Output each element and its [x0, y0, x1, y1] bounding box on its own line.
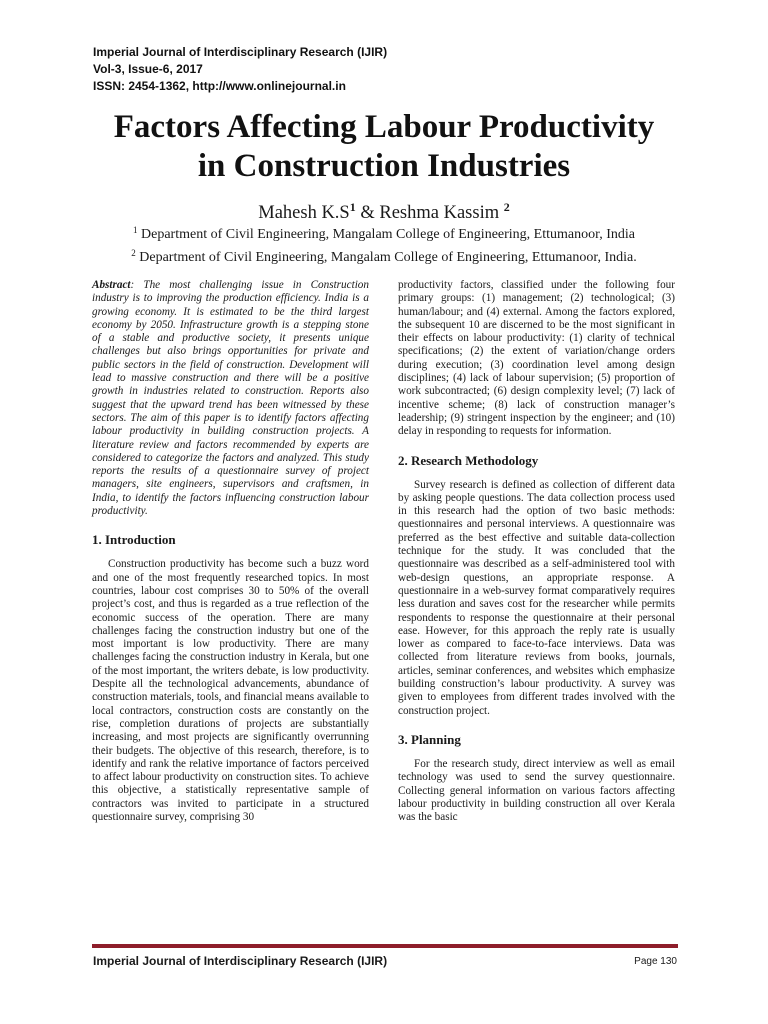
- footer-journal-name: Imperial Journal of Interdisciplinary Research (IJIR): [93, 954, 388, 968]
- affiliation-2-mark: 2: [131, 248, 136, 258]
- section-heading-planning: 3. Planning: [398, 731, 461, 747]
- planning-paragraph: For the research study, direct interview as well as email technology was used to send the survey questionnaire. Collecting general information on various factors affecting labour productivity in building construction all over Kerala was the basic: [398, 757, 675, 824]
- affiliation-1-text: Department of Civil Engineering, Mangalam College of Engineering, Ettumanoor, India: [137, 227, 635, 242]
- journal-name: Imperial Journal of Interdisciplinary Research (IJIR): [93, 45, 388, 59]
- abstract-text: : The most challenging issue in Construction industry is to improving the production efficiency. India is a growing economy. It is estimated to be the third largest economy by 2050. Infrastructure growth is a stepping stone of a stable and productive society, it presents unique challenges but also brings opportunities for private and public sectors in the field of construction. Development will lead to massive construction and there will be a positive growth in industries related to construction. Reports also suggest that the upward trend has been witnessed by these sectors. The aim of this paper is to identify factors affecting labour productivity in building construction projects. A literature review and factors recommended by experts are considered to categorize the factors and analyzed. This study reports the results of a questionnaire survey of project managers, site engineers, supervisors and craftsmen, in India, to identify the factors influencing construction labour productivity.: [92, 279, 369, 518]
- affiliation-2-text: Department of Civil Engineering, Mangalam College of Engineering, Ettumanoor, India.: [135, 250, 637, 265]
- journal-volume: Vol-3, Issue-6, 2017: [93, 62, 203, 76]
- affiliation-1: [40, 221, 728, 244]
- author-1: Mahesh K.S: [258, 203, 350, 223]
- paper-title-line-2: in Construction Industries: [197, 148, 571, 184]
- left-column: [92, 279, 369, 824]
- section-heading-introduction: 1. Introduction: [92, 532, 176, 548]
- introduction-paragraph: Construction productivity has become such a buzz word and one of the most frequently researched topics. In most countries, labour cost comprises 30 to 50% of the overall project’s cost, and thus is regarded as a true reflection of the economic success of the operation. There are many challenges facing the construction industry but one of the most important is low productivity. There are many challenges facing the construction industry in Kerala, but one of the most important, the writers debate, is low productivity. Despite all the technological advancements, abundance of construction materials, tools, and financial means available to local contractors, construction costs are constantly on the rise, completion durations of projects are substantially increasing, and most projects are significantly overrunning their budgets. The objective of this research, therefore, is to identify and rank the relative importance of factors perceived to affect labour productivity on construction sites. To achieve this objective, a statistically representative sample of contractors was invited to participate in a structured questionnaire survey, comprising 30: [92, 558, 369, 823]
- paper-title: [40, 108, 728, 186]
- footer-rule: [92, 944, 678, 948]
- author-2-affiliation-mark: 2: [503, 200, 510, 214]
- affiliation-list: [40, 221, 728, 267]
- section-heading-methodology: 2. Research Methodology: [398, 452, 539, 468]
- abstract: [92, 279, 369, 518]
- page-number: Page 130: [634, 956, 677, 967]
- journal-issn: ISSN: 2454-1362, http://www.onlinejournal.in: [93, 79, 346, 93]
- affiliation-1-mark: 1: [133, 225, 138, 235]
- methodology-paragraph: Survey research is defined as collection of different data by asking people questions. The data collection process used in this research had the option of two basic methods: questionnaires and personal interviews. A questionnaire was preferred as the best effective and suitable data-collection technique for the study. It was concluded that the questionnaire was described as a self-administered tool with web-design questions, an appropriate response. A questionnaire in a web-survey format comparatively requires less duration and saves cost for the researcher while permits respondents to response the questionnaire at their personal ease. However, for this approach the reply rate is usually lower as compared to face-to-face interviews. Data was collected from literature reviews from books, journals, articles, seminar conferences, and websites which emphasize building construction’s labour productivity. A survey was given to employees from different trades involved with the construction project.: [398, 478, 675, 717]
- journal-header: [93, 44, 387, 95]
- author-2: Reshma Kassim: [379, 203, 504, 223]
- author-separator: &: [355, 203, 380, 223]
- continuation-paragraph: productivity factors, classified under the following four primary groups: (1) management; (2) technological; (3) human/labour; and (4) external. Among the factors explored, the subsequent 10 are discerned to be the most significant in their effects on labour productivity: (1) clarity of technical specifications; (2) the extent of variation/change orders during execution; (3) coordination level among design disciplines; (4) lack of labour supervision; (5) proportion of work subcontracted; (6) design complexity level; (7) lack of incentive scheme; (8) lack of construction manager’s leadership; (9) stringent inspection by the engineer; and (10) delay in responding to requests for information.: [398, 279, 675, 438]
- author-1-affiliation-mark: 1: [349, 200, 356, 214]
- right-column: [398, 279, 675, 824]
- affiliation-2: [40, 244, 728, 267]
- paper-title-line-1: Factors Affecting Labour Productivity: [113, 109, 655, 145]
- abstract-label: Abstract: [92, 279, 131, 291]
